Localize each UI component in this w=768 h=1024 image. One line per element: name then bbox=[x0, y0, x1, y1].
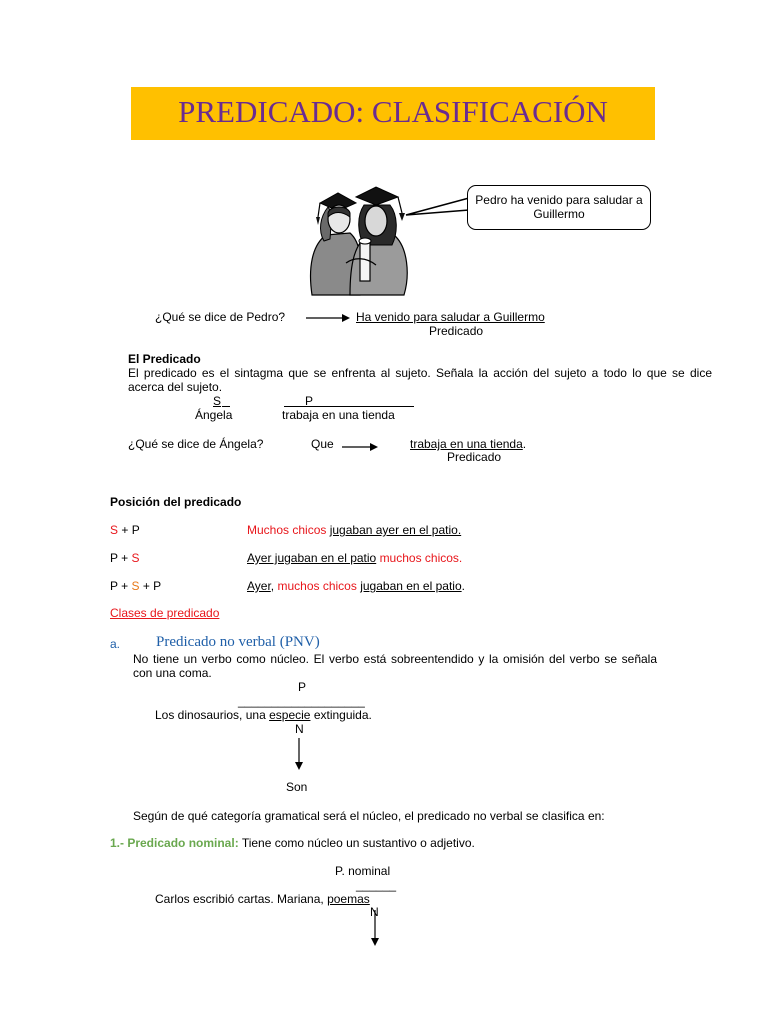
formula-row-2: P + S bbox=[110, 551, 140, 565]
p-mark: P bbox=[305, 394, 314, 408]
s-mark: S bbox=[213, 394, 222, 408]
example-carlos: Carlos escribió cartas. Mariana, poemas bbox=[155, 892, 370, 906]
label-predicado-2: Predicado bbox=[447, 450, 502, 464]
p-nominal-line: ______ bbox=[356, 878, 397, 892]
n-mark: N bbox=[295, 722, 304, 736]
page-title: PREDICADO: CLASIFICACIÓN bbox=[178, 94, 608, 129]
p-mark-2: P bbox=[298, 680, 307, 694]
graduates-illustration bbox=[306, 183, 412, 301]
arrow-right-icon bbox=[342, 442, 378, 452]
question-pedro: ¿Qué se dice de Pedro? bbox=[155, 310, 286, 324]
example-row-2: Ayer jugaban en el patio muchos chicos. bbox=[247, 551, 463, 565]
predicado-nominal-line: 1.- Predicado nominal: Tiene como núcleo un sustantivo o adjetivo. bbox=[110, 836, 475, 850]
n-mark-2: N bbox=[370, 905, 379, 919]
heading-el-predicado: El Predicado bbox=[128, 352, 201, 366]
p-nominal-label: P. nominal bbox=[335, 864, 391, 878]
p-underline bbox=[284, 406, 414, 407]
example-row-3: Ayer, muchos chicos jugaban en el patio. bbox=[247, 579, 465, 593]
title-banner bbox=[131, 87, 655, 140]
subject-angela: Ángela bbox=[195, 408, 233, 422]
arrow-right-icon bbox=[306, 313, 350, 323]
speech-pointer bbox=[400, 192, 472, 222]
formula-row-3: P + S + P bbox=[110, 579, 162, 593]
heading-posicion: Posición del predicado bbox=[110, 495, 242, 509]
segun-text: Según de qué categoría gramatical será el núcleo, el predicado no verbal se clasifica en: bbox=[133, 809, 605, 823]
speech-bubble bbox=[467, 185, 651, 230]
que-word: Que bbox=[311, 437, 334, 451]
pnv-title: Predicado no verbal (PNV) bbox=[156, 634, 320, 650]
arrow-down-icon bbox=[370, 910, 380, 946]
answer-angela: trabaja en una tienda. bbox=[410, 437, 527, 451]
heading-clases: Clases de predicado bbox=[110, 606, 220, 620]
question-angela: ¿Qué se dice de Ángela? bbox=[128, 437, 264, 451]
son-word: Son bbox=[286, 780, 308, 794]
label-predicado-1: Predicado bbox=[429, 324, 484, 338]
speech-bubble-text: Pedro ha venido para saludar a Guillermo bbox=[475, 193, 643, 221]
example-row-1: Muchos chicos jugaban ayer en el patio. bbox=[247, 523, 462, 537]
list-letter-a: a. bbox=[110, 637, 121, 651]
s-underline bbox=[222, 406, 230, 407]
predicate-trabaja: trabaja en una tienda bbox=[282, 408, 395, 422]
answer-pedro: Ha venido para saludar a Guillermo bbox=[356, 310, 545, 324]
formula-row-1: S + P bbox=[110, 523, 140, 537]
example-dinosaurios: Los dinosaurios, una especie extinguida. bbox=[155, 708, 372, 722]
arrow-down-icon bbox=[294, 738, 304, 770]
pnv-text: No tiene un verbo como núcleo. El verbo está sobreentendido y la omisión del verbo se señala con una coma. bbox=[133, 652, 657, 680]
definition-text: El predicado es el sintagma que se enfrenta al sujeto. Señala la acción del sujeto a todo lo que se dice acerca del sujeto. bbox=[128, 366, 712, 394]
p-line-2: ___________________ bbox=[238, 694, 365, 708]
